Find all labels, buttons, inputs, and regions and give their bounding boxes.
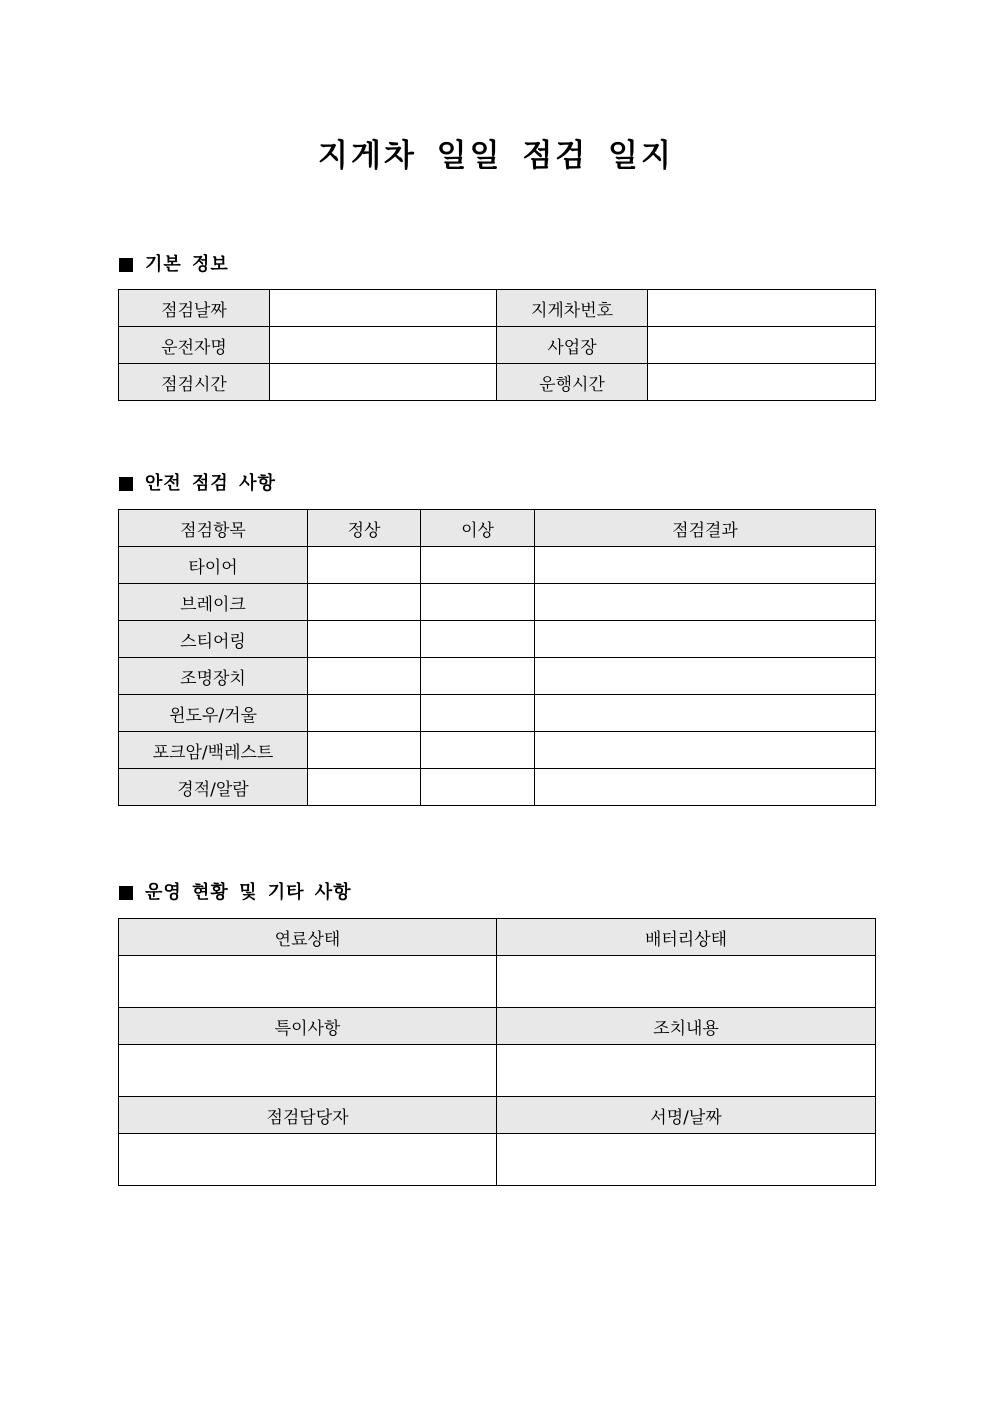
steering-result-cell[interactable]	[535, 621, 876, 658]
steering-abnormal-cell[interactable]	[421, 621, 535, 658]
operation-status-heading	[119, 881, 352, 905]
square-bullet-icon	[119, 258, 133, 272]
horn-alarm-abnormal-cell[interactable]	[421, 769, 535, 806]
column-header-item: 점검항목	[119, 510, 308, 547]
lighting-result-cell[interactable]	[535, 658, 876, 695]
driver-name-field[interactable]	[270, 327, 497, 364]
table-header-row	[119, 1008, 876, 1045]
table-row	[119, 956, 876, 1008]
table-header-row	[119, 510, 876, 547]
special-notes-field[interactable]	[119, 1045, 497, 1097]
operation-status-table	[118, 918, 876, 1186]
table-row	[119, 732, 876, 769]
fork-backrest-abnormal-cell[interactable]	[421, 732, 535, 769]
forklift-number-field[interactable]	[648, 290, 876, 327]
horn-alarm-normal-cell[interactable]	[308, 769, 421, 806]
basic-info-table	[118, 289, 876, 401]
brake-result-cell[interactable]	[535, 584, 876, 621]
item-lighting-label: 조명장치	[119, 658, 308, 695]
page-title: 지게차 일일 점검 일지	[318, 138, 674, 174]
driver-name-label: 운전자명	[119, 327, 270, 364]
basic-info-heading-text: 기본 정보	[145, 254, 229, 275]
item-window-mirror-label: 윈도우/거울	[119, 695, 308, 732]
square-bullet-icon	[119, 886, 133, 900]
column-header-normal: 정상	[308, 510, 421, 547]
horn-alarm-result-cell[interactable]	[535, 769, 876, 806]
table-row	[119, 290, 876, 327]
table-row	[119, 1045, 876, 1097]
inspection-time-label: 점검시간	[119, 364, 270, 401]
battery-status-label: 배터리상태	[497, 919, 876, 956]
operating-time-field[interactable]	[648, 364, 876, 401]
tire-normal-cell[interactable]	[308, 547, 421, 584]
safety-check-heading-text: 안전 점검 사항	[145, 473, 276, 494]
square-bullet-icon	[119, 477, 133, 491]
operation-status-heading-text: 운영 현황 및 기타 사항	[145, 882, 352, 903]
worksite-label: 사업장	[497, 327, 648, 364]
window-mirror-normal-cell[interactable]	[308, 695, 421, 732]
item-tire-label: 타이어	[119, 547, 308, 584]
safety-check-table	[118, 509, 876, 806]
brake-abnormal-cell[interactable]	[421, 584, 535, 621]
item-fork-backrest-label: 포크암/백레스트	[119, 732, 308, 769]
worksite-field[interactable]	[648, 327, 876, 364]
table-header-row	[119, 919, 876, 956]
inspector-field[interactable]	[119, 1134, 497, 1186]
inspector-label: 점검담당자	[119, 1097, 497, 1134]
tire-abnormal-cell[interactable]	[421, 547, 535, 584]
table-row	[119, 658, 876, 695]
table-row	[119, 364, 876, 401]
fuel-status-label: 연료상태	[119, 919, 497, 956]
brake-normal-cell[interactable]	[308, 584, 421, 621]
tire-result-cell[interactable]	[535, 547, 876, 584]
operating-time-label: 운행시간	[497, 364, 648, 401]
signature-date-field[interactable]	[497, 1134, 876, 1186]
table-row	[119, 584, 876, 621]
item-horn-alarm-label: 경적/알람	[119, 769, 308, 806]
inspection-time-field[interactable]	[270, 364, 497, 401]
inspection-date-field[interactable]	[270, 290, 497, 327]
lighting-normal-cell[interactable]	[308, 658, 421, 695]
safety-check-heading	[119, 472, 276, 496]
battery-status-field[interactable]	[497, 956, 876, 1008]
lighting-abnormal-cell[interactable]	[421, 658, 535, 695]
signature-date-label: 서명/날짜	[497, 1097, 876, 1134]
basic-info-heading	[119, 253, 229, 277]
table-row	[119, 695, 876, 732]
item-brake-label: 브레이크	[119, 584, 308, 621]
item-steering-label: 스티어링	[119, 621, 308, 658]
table-header-row	[119, 1097, 876, 1134]
fork-backrest-normal-cell[interactable]	[308, 732, 421, 769]
fuel-status-field[interactable]	[119, 956, 497, 1008]
action-taken-field[interactable]	[497, 1045, 876, 1097]
table-row	[119, 327, 876, 364]
column-header-result: 점검결과	[535, 510, 876, 547]
column-header-abnormal: 이상	[421, 510, 535, 547]
table-row	[119, 621, 876, 658]
fork-backrest-result-cell[interactable]	[535, 732, 876, 769]
action-taken-label: 조치내용	[497, 1008, 876, 1045]
window-mirror-result-cell[interactable]	[535, 695, 876, 732]
steering-normal-cell[interactable]	[308, 621, 421, 658]
forklift-number-label: 지게차번호	[497, 290, 648, 327]
table-row	[119, 1134, 876, 1186]
table-row	[119, 769, 876, 806]
inspection-date-label: 점검날짜	[119, 290, 270, 327]
window-mirror-abnormal-cell[interactable]	[421, 695, 535, 732]
special-notes-label: 특이사항	[119, 1008, 497, 1045]
table-row	[119, 547, 876, 584]
